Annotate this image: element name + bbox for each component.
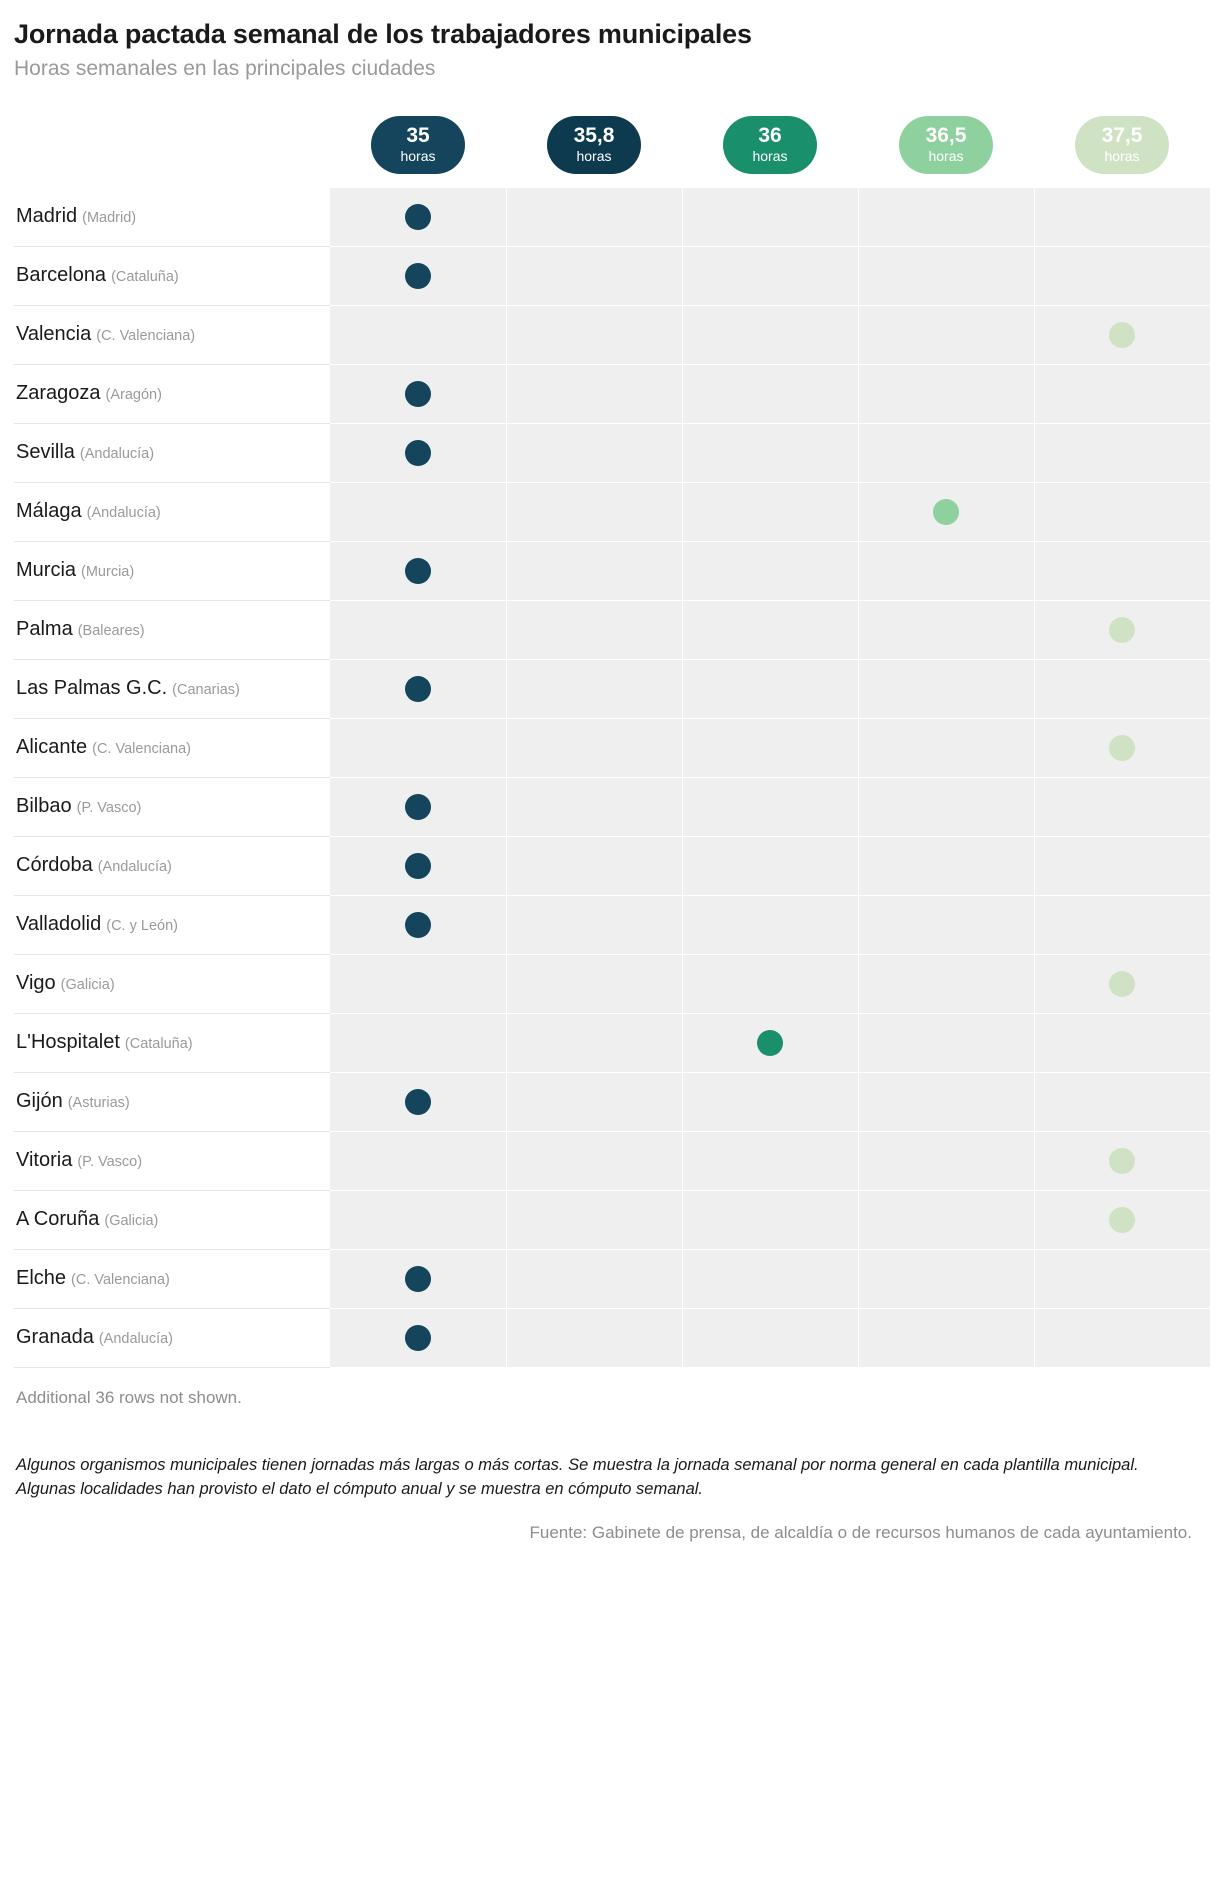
table-row [14, 1190, 1210, 1249]
matrix-cell [858, 777, 1034, 836]
matrix-cell [1034, 305, 1210, 364]
value-dot [405, 1266, 431, 1292]
matrix-cell [506, 423, 682, 482]
city-name: Alicante [16, 736, 88, 759]
row-label [14, 541, 330, 600]
matrix-cell [330, 718, 506, 777]
matrix-cell [1034, 423, 1210, 482]
row-label [14, 1190, 330, 1249]
hours-pill-unit: horas [400, 148, 436, 165]
matrix-cell [1034, 1131, 1210, 1190]
matrix-cell [1034, 836, 1210, 895]
table-row [14, 1131, 1210, 1190]
row-label [14, 305, 330, 364]
row-label [14, 423, 330, 482]
region-name: (Andalucía) [97, 859, 172, 876]
matrix-cell [506, 1308, 682, 1367]
region-name: (Galicia) [60, 977, 115, 994]
column-header-1 [506, 116, 682, 188]
hours-matrix-chart [14, 116, 1196, 1368]
row-label [14, 836, 330, 895]
city-name: Murcia [16, 559, 77, 582]
table-row [14, 541, 1210, 600]
matrix-cell [858, 364, 1034, 423]
region-name: (Cataluña) [111, 269, 179, 286]
matrix-cell [506, 1249, 682, 1308]
matrix-cell [506, 1072, 682, 1131]
region-name: (Asturias) [67, 1095, 130, 1112]
matrix-cell [330, 1308, 506, 1367]
table-row [14, 246, 1210, 305]
value-dot [405, 1089, 431, 1115]
row-label [14, 659, 330, 718]
hours-pill-unit: horas [928, 148, 964, 165]
hours-matrix-table [14, 116, 1210, 1368]
matrix-cell [1034, 659, 1210, 718]
matrix-cell [1034, 1308, 1210, 1367]
value-dot [405, 204, 431, 230]
table-row [14, 305, 1210, 364]
matrix-cell [858, 423, 1034, 482]
matrix-cell [858, 954, 1034, 1013]
matrix-cell [858, 1131, 1034, 1190]
table-row [14, 1249, 1210, 1308]
row-label [14, 777, 330, 836]
region-name: (C. Valenciana) [96, 328, 196, 345]
hours-pill-value: 35 [406, 124, 430, 148]
matrix-cell [506, 600, 682, 659]
hours-pill [371, 116, 465, 174]
value-dot [405, 912, 431, 938]
matrix-cell [858, 836, 1034, 895]
row-label [14, 600, 330, 659]
matrix-cell [506, 1131, 682, 1190]
column-header-0 [330, 116, 506, 188]
value-dot [405, 1325, 431, 1351]
city-name: Sevilla [16, 441, 75, 464]
matrix-cell [330, 836, 506, 895]
page-title: Jornada pactada semanal de los trabajadores municipales [14, 19, 752, 49]
matrix-cell [682, 246, 858, 305]
chart-source: Fuente: Gabinete de prensa, de alcaldía o de recursos humanos de cada ayuntamiento. [529, 1523, 1192, 1543]
matrix-cell [682, 1308, 858, 1367]
page-subtitle: Horas semanales en las principales ciudades [14, 57, 436, 81]
value-dot [405, 853, 431, 879]
matrix-cell [682, 541, 858, 600]
region-name: (C. Valenciana) [71, 1272, 170, 1289]
city-name: Barcelona [16, 264, 107, 287]
city-name: Valencia [16, 323, 92, 346]
matrix-cell [506, 188, 682, 247]
matrix-cell [506, 895, 682, 954]
matrix-cell [330, 482, 506, 541]
city-name: Vigo [16, 972, 56, 995]
matrix-cell [682, 423, 858, 482]
hours-pill-unit: horas [1104, 148, 1140, 165]
city-name: Palma [16, 618, 73, 641]
matrix-cell [858, 1308, 1034, 1367]
value-dot [405, 440, 431, 466]
value-dot [933, 499, 959, 525]
city-name: Elche [16, 1267, 67, 1290]
hours-pill [899, 116, 993, 174]
value-dot [405, 676, 431, 702]
matrix-cell [330, 188, 506, 247]
matrix-cell [330, 895, 506, 954]
row-label [14, 1131, 330, 1190]
region-name: (Canarias) [172, 682, 240, 699]
region-name: (Galicia) [104, 1213, 159, 1230]
matrix-cell [858, 1013, 1034, 1072]
table-row [14, 1013, 1210, 1072]
city-name: Bilbao [16, 795, 72, 818]
matrix-cell [506, 541, 682, 600]
row-label [14, 482, 330, 541]
table-row [14, 777, 1210, 836]
matrix-cell [858, 1072, 1034, 1131]
region-name: (Andalucía) [86, 505, 161, 522]
value-dot [405, 381, 431, 407]
matrix-cell [1034, 482, 1210, 541]
hours-pill-value: 37,5 [1101, 124, 1143, 148]
hours-pill-value: 36,5 [925, 124, 967, 148]
row-label [14, 718, 330, 777]
matrix-cell [1034, 895, 1210, 954]
matrix-cell [330, 364, 506, 423]
table-row [14, 895, 1210, 954]
matrix-cell [506, 659, 682, 718]
matrix-cell [330, 1072, 506, 1131]
row-label [14, 1072, 330, 1131]
matrix-cell [506, 777, 682, 836]
matrix-cell [858, 541, 1034, 600]
matrix-cell [858, 895, 1034, 954]
matrix-cell [1034, 246, 1210, 305]
row-label [14, 1308, 330, 1367]
hours-pill-value: 35,8 [573, 124, 615, 148]
matrix-header [14, 116, 1210, 188]
city-name: Las Palmas G.C. [16, 677, 168, 700]
hours-pill [1075, 116, 1169, 174]
city-name: Vitoria [16, 1149, 73, 1172]
matrix-cell [330, 1190, 506, 1249]
row-label [14, 188, 330, 247]
matrix-cell [330, 423, 506, 482]
matrix-cell [682, 305, 858, 364]
region-name: (Baleares) [77, 623, 145, 640]
matrix-cell [682, 600, 858, 659]
additional-rows-note: Additional 36 rows not shown. [16, 1387, 242, 1407]
hours-pill [723, 116, 817, 174]
value-dot [1109, 735, 1135, 761]
row-label [14, 1013, 330, 1072]
matrix-cell [506, 482, 682, 541]
matrix-cell [506, 1190, 682, 1249]
column-header-2 [682, 116, 858, 188]
matrix-body [14, 188, 1210, 1368]
matrix-cell [682, 188, 858, 247]
city-name: Málaga [16, 500, 82, 523]
matrix-cell [858, 482, 1034, 541]
hours-pill [547, 116, 641, 174]
value-dot [1109, 1148, 1135, 1174]
matrix-cell [330, 1013, 506, 1072]
matrix-cell [330, 1131, 506, 1190]
region-name: (Andalucía) [79, 446, 155, 463]
city-name: Madrid [16, 205, 78, 228]
table-row [14, 718, 1210, 777]
matrix-cell [330, 541, 506, 600]
row-label [14, 954, 330, 1013]
row-label [14, 246, 330, 305]
region-name: (Cataluña) [124, 1036, 193, 1053]
matrix-cell [682, 1249, 858, 1308]
matrix-cell [1034, 1249, 1210, 1308]
matrix-cell [1034, 364, 1210, 423]
matrix-cell [682, 836, 858, 895]
hours-pill-unit: horas [752, 148, 788, 165]
matrix-cell [858, 1190, 1034, 1249]
chart-footnote: Algunos organismos municipales tienen jornadas más largas o más cortas. Se muestra la jornada semanal por norma general en cada plantilla municipal. Algunas localidades han provisto el dato el cómputo anual y se muestra en cómputo semanal. [16, 1455, 1139, 1498]
matrix-cell [858, 1249, 1034, 1308]
region-name: (Aragón) [105, 387, 162, 404]
matrix-cell [682, 1013, 858, 1072]
matrix-cell [858, 305, 1034, 364]
matrix-cell [1034, 1072, 1210, 1131]
matrix-cell [682, 895, 858, 954]
region-name: (Andalucía) [98, 1331, 173, 1348]
value-dot [1109, 322, 1135, 348]
row-label [14, 895, 330, 954]
matrix-cell [506, 246, 682, 305]
region-name: (C. Valenciana) [92, 741, 192, 758]
value-dot [1109, 1207, 1135, 1233]
region-name: (P. Vasco) [77, 1154, 143, 1171]
city-name: L'Hospitalet [16, 1031, 120, 1054]
hours-pill-value: 36 [758, 124, 782, 148]
matrix-cell [858, 718, 1034, 777]
city-name: Granada [16, 1326, 94, 1349]
matrix-cell [682, 482, 858, 541]
header-spacer [14, 116, 330, 188]
table-row [14, 1072, 1210, 1131]
column-header-3 [858, 116, 1034, 188]
table-row [14, 659, 1210, 718]
matrix-cell [506, 364, 682, 423]
matrix-cell [330, 600, 506, 659]
matrix-cell [1034, 600, 1210, 659]
value-dot [1109, 971, 1135, 997]
value-dot [757, 1030, 783, 1056]
table-row [14, 423, 1210, 482]
matrix-cell [682, 1190, 858, 1249]
matrix-cell [682, 954, 858, 1013]
matrix-cell [682, 1131, 858, 1190]
matrix-cell [858, 246, 1034, 305]
matrix-cell [506, 305, 682, 364]
region-name: (Murcia) [81, 564, 135, 581]
matrix-cell [330, 659, 506, 718]
table-row [14, 482, 1210, 541]
hours-pill-unit: horas [576, 148, 612, 165]
region-name: (P. Vasco) [76, 800, 142, 817]
table-row [14, 188, 1210, 247]
matrix-cell [1034, 541, 1210, 600]
matrix-cell [506, 954, 682, 1013]
matrix-cell [682, 777, 858, 836]
matrix-cell [506, 836, 682, 895]
row-label [14, 364, 330, 423]
table-row [14, 600, 1210, 659]
value-dot [1109, 617, 1135, 643]
matrix-header-row [14, 116, 1210, 188]
value-dot [405, 794, 431, 820]
city-name: A Coruña [16, 1208, 100, 1231]
matrix-cell [682, 659, 858, 718]
city-name: Gijón [16, 1090, 63, 1113]
matrix-cell [682, 364, 858, 423]
region-name: (Madrid) [82, 210, 137, 227]
table-row [14, 364, 1210, 423]
matrix-cell [330, 777, 506, 836]
matrix-cell [330, 1249, 506, 1308]
matrix-cell [506, 718, 682, 777]
column-header-4 [1034, 116, 1210, 188]
matrix-cell [1034, 188, 1210, 247]
city-name: Zaragoza [16, 382, 101, 405]
table-row [14, 1308, 1210, 1367]
matrix-cell [330, 305, 506, 364]
matrix-cell [1034, 954, 1210, 1013]
value-dot [405, 263, 431, 289]
matrix-cell [1034, 777, 1210, 836]
matrix-cell [506, 1013, 682, 1072]
row-label [14, 1249, 330, 1308]
table-row [14, 836, 1210, 895]
matrix-cell [858, 600, 1034, 659]
city-name: Valladolid [16, 913, 102, 936]
matrix-cell [330, 246, 506, 305]
region-name: (C. y León) [106, 918, 178, 935]
matrix-cell [682, 718, 858, 777]
matrix-cell [1034, 1190, 1210, 1249]
matrix-cell [330, 954, 506, 1013]
table-row [14, 954, 1210, 1013]
matrix-cell [682, 1072, 858, 1131]
matrix-cell [1034, 718, 1210, 777]
city-name: Córdoba [16, 854, 93, 877]
matrix-cell [1034, 1013, 1210, 1072]
matrix-cell [858, 659, 1034, 718]
value-dot [405, 558, 431, 584]
matrix-cell [858, 188, 1034, 247]
